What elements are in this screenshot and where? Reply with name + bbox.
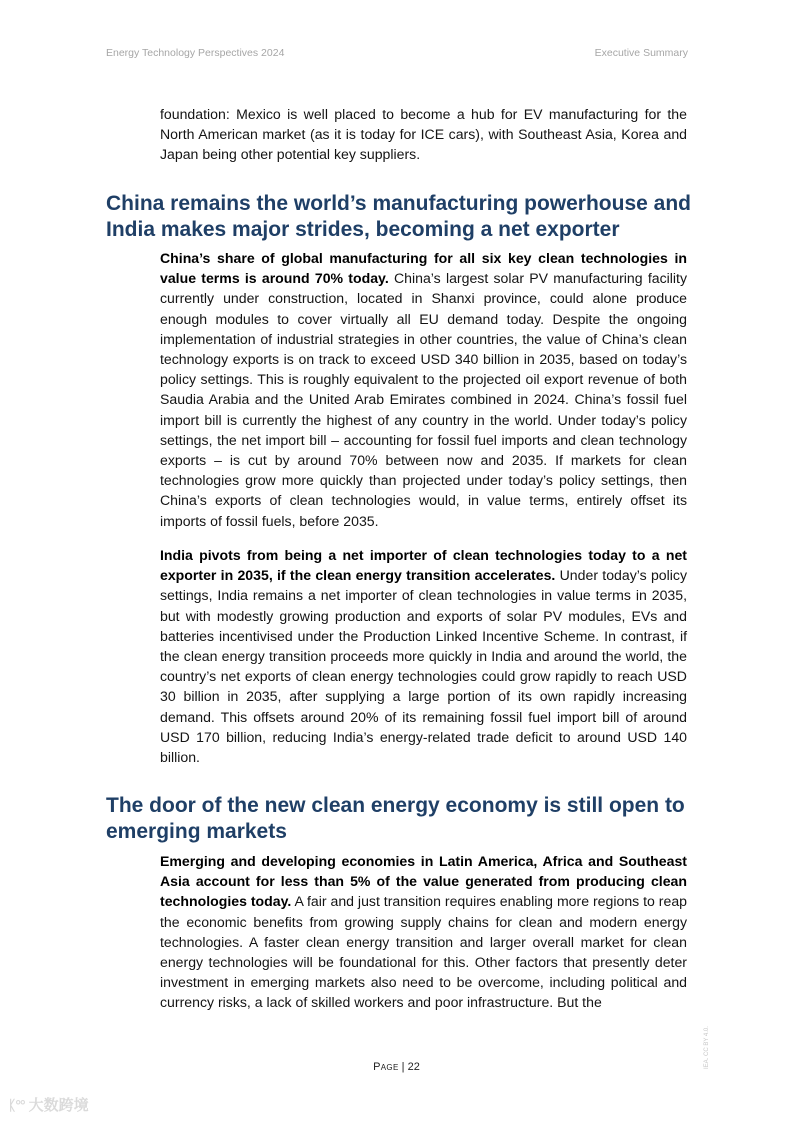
paragraph-india xyxy=(160,545,687,767)
paragraph-china-lead: China’s share of global manufacturing for all six key clean technologies in value terms is around 70% today. xyxy=(160,250,687,287)
header-document-title: Energy Technology Perspectives 2024 xyxy=(106,47,285,59)
header-section-title: Executive Summary xyxy=(594,47,688,59)
page-separator: | xyxy=(398,1061,408,1073)
intro-paragraph: foundation: Mexico is well placed to become a hub for EV manufacturing for the North American market (as it is today for ICE cars), with Southeast Asia, Korea and Japan being other potential key suppliers. xyxy=(160,106,687,163)
page-number: 22 xyxy=(407,1061,420,1073)
watermark-logo-icon: ᛕ°° xyxy=(8,1096,25,1113)
paragraph-china-body: China’s largest solar PV manufacturing facility currently under construction, located in Shanxi province, could alone produce enough modules to cover virtually all EU demand today. Despite the ongoing implementation of industrial strategies in other countries, the value of China’s clean technology exports is on track to exceed USD 340 billion in 2035, based on today’s policy settings. This is roughly equivalent to the projected oil export revenue of both Saudia Arabia and the United Arab Emirates combined in 2024. China’s fossil fuel import bill is currently the highest of any country in the world. Under today’s policy settings, the net import bill – accounting for fossil fuel imports and clean technology exports – is cut by around 70% between now and 2035. If markets for clean technologies grow more quickly than projected under today’s policy settings, then China’s exports of clean technologies would, in value terms, entirely offset its imports of fossil fuels, before 2035. xyxy=(160,270,687,529)
paragraph-china xyxy=(160,248,687,531)
page-footer xyxy=(0,1061,793,1073)
section-heading-emerging-markets: The door of the new clean energy economy is still open to emerging markets xyxy=(106,794,685,843)
paragraph-emerging-lead: Emerging and developing economies in Latin America, Africa and Southeast Asia account for less than 5% of the value generated from producing clean technologies today. xyxy=(160,853,687,910)
watermark-text: 大数跨境 xyxy=(28,1097,89,1114)
running-header xyxy=(106,47,688,59)
license-text: IEA. CC BY 4.0. xyxy=(704,1026,710,1069)
page-label: Page xyxy=(373,1061,399,1073)
paragraph-india-lead: India pivots from being a net importer of clean technologies today to a net exporter in 2035, if the clean energy transition accelerates. xyxy=(160,547,687,584)
paragraph-india-body: Under today’s policy settings, India remains a net importer of clean technologies in value terms in 2035, but with modestly growing production and exports of solar PV modules, EVs and batteries incentivised under the Production Linked Incentive Scheme. In contrast, if the clean energy transition proceeds more quickly in India and around the world, the country’s net exports of clean energy technologies could grow rapidly to reach USD 30 billion in 2035, after supplying a large portion of its own rapidly increasing demand. This offsets around 20% of its remaining fossil fuel import bill of around USD 170 billion, reducing India’s energy-related trade deficit to around USD 140 billion. xyxy=(160,567,687,766)
watermark xyxy=(8,1094,89,1115)
paragraph-emerging-body: A fair and just transition requires enabling more regions to reap the economic benefits from growing supply chains for clean and modern energy technologies. A faster clean energy transition and larger overall market for clean energy technologies will be foundational for this. Other factors that presently deter investment in emerging markets also need to be overcome, including political and currency risks, a lack of skilled workers and poor infrastructure. But the xyxy=(160,893,688,1011)
section-heading-china: China remains the world’s manufacturing powerhouse and India makes major strides, becoming a net exporter xyxy=(106,192,691,241)
paragraph-emerging-markets xyxy=(160,851,687,1013)
